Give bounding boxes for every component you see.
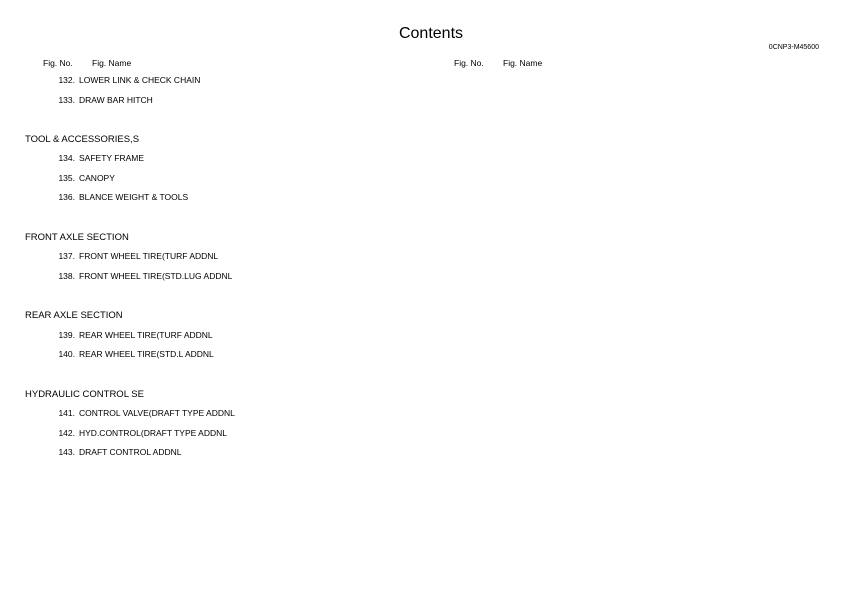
fig-no-header: Fig. No. [454,58,484,68]
fig-name-header: Fig. Name [503,58,543,68]
fig-number: 136. [58,192,75,202]
section-heading: REAR AXLE SECTION [25,310,123,321]
fig-no-header: Fig. No. [43,58,73,68]
fig-number: 138. [58,271,75,281]
fig-name: SAFETY FRAME [79,153,145,163]
section-heading: HYDRAULIC CONTROL SE [25,389,144,400]
fig-number: 133. [58,95,75,105]
section-heading: TOOL & ACCESSORIES,S [25,134,140,145]
fig-name: FRONT WHEEL TIRE(TURF ADDNL [79,251,219,261]
fig-number: 132. [58,75,75,85]
fig-number: 139. [58,330,75,340]
fig-number: 135. [58,173,75,183]
fig-name: LOWER LINK & CHECK CHAIN [79,75,201,85]
fig-number: 140. [58,349,75,359]
document-code: 0CNP3-M45600 [768,44,819,51]
fig-name: DRAFT CONTROL ADDNL [79,447,182,457]
fig-name-header: Fig. Name [92,58,132,68]
fig-name: BLANCE WEIGHT & TOOLS [79,192,189,202]
fig-name: CONTROL VALVE(DRAFT TYPE ADDNL [79,408,235,418]
fig-name: CANOPY [79,173,115,183]
fig-name: FRONT WHEEL TIRE(STD.LUG ADDNL [79,271,233,281]
fig-number: 137. [58,251,75,261]
section-heading: FRONT AXLE SECTION [25,232,129,243]
fig-number: 142. [58,428,75,438]
fig-name: DRAW BAR HITCH [79,95,153,105]
fig-number: 143. [58,447,75,457]
fig-name: REAR WHEEL TIRE(TURF ADDNL [79,330,213,340]
page-title: Contents [398,25,464,42]
fig-number: 141. [58,408,75,418]
fig-number: 134. [58,153,75,163]
fig-name: HYD.CONTROL(DRAFT TYPE ADDNL [79,428,227,438]
fig-name: REAR WHEEL TIRE(STD.L ADDNL [79,349,214,359]
